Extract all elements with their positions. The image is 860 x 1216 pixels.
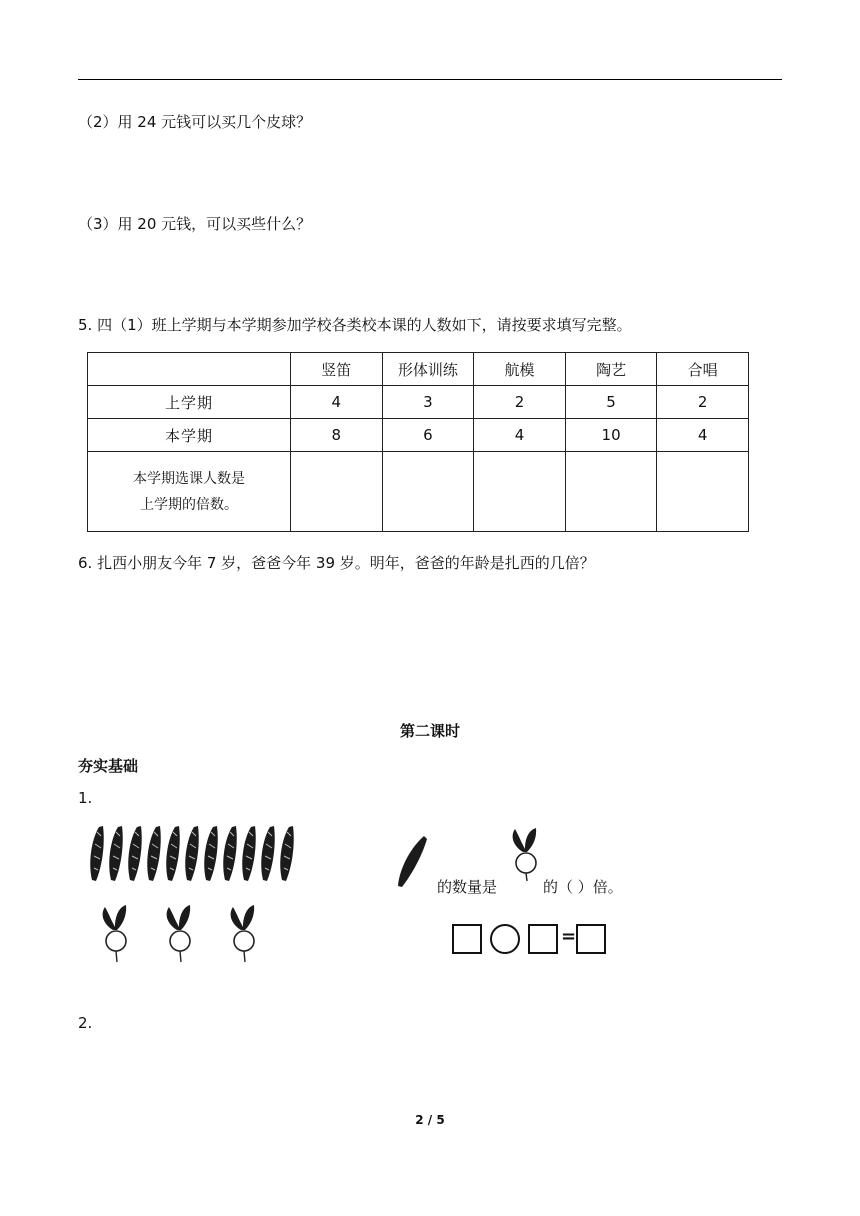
comparison-text: 的数量是 — [437, 878, 498, 896]
ratio-label-line-1: 本学期选课人数是 — [133, 470, 245, 487]
equation-box[interactable] — [452, 924, 482, 954]
question-4-part-2: （2）用 24 元钱可以买几个皮球？ — [78, 113, 312, 131]
row-label: 本学期 — [88, 419, 291, 452]
radish-icon — [504, 826, 544, 882]
table-row — [88, 386, 749, 419]
table-cell: 2 — [474, 386, 566, 419]
question-6: 6. 扎西小朋友今年 7 岁，爸爸今年 39 岁。明年，爸爸的年龄是扎西的几倍？ — [78, 554, 595, 572]
table-row — [88, 419, 749, 452]
table-cell: 10 — [565, 419, 657, 452]
equals-sign: = — [561, 926, 577, 947]
subsection-title: 夯实基础 — [78, 757, 139, 775]
item-1-number: 1. — [78, 789, 93, 807]
ratio-label-line-2: 上学期的倍数。 — [140, 496, 238, 513]
table-cell: 2 — [657, 386, 749, 419]
table-cell: 4 — [291, 386, 383, 419]
item-2-number: 2. — [78, 1014, 93, 1032]
table-header-cell: 陶艺 — [565, 353, 657, 386]
table-header-cell: 航模 — [474, 353, 566, 386]
answer-cell[interactable] — [657, 452, 749, 532]
table-cell: 8 — [291, 419, 383, 452]
page-number: 2 / 5 — [415, 1113, 445, 1127]
equation-box[interactable] — [576, 924, 606, 954]
answer-cell[interactable] — [565, 452, 657, 532]
question-5: 5. 四（1）班上学期与本学期参加学校各类校本课的人数如下，请按要求填写完整。 — [78, 316, 632, 334]
table-row — [88, 452, 749, 532]
equation-box[interactable] — [528, 924, 558, 954]
radish-row-image — [96, 902, 266, 966]
table-cell: 5 — [565, 386, 657, 419]
table-header-cell: 竖笛 — [291, 353, 383, 386]
header-rule — [78, 79, 782, 80]
operator-circle[interactable] — [490, 924, 520, 954]
table-header-cell: 合唱 — [657, 353, 749, 386]
answer-cell[interactable] — [382, 452, 474, 532]
table-cell: 4 — [474, 419, 566, 452]
carrot-icon — [396, 834, 428, 888]
answer-cell[interactable] — [474, 452, 566, 532]
table-cell: 4 — [657, 419, 749, 452]
section-title: 第二课时 — [399, 722, 460, 740]
answer-cell[interactable] — [291, 452, 383, 532]
table-header-cell: 形体训练 — [382, 353, 474, 386]
carrot-row-image — [88, 824, 306, 884]
table-cell: 3 — [382, 386, 474, 419]
table-cell: 6 — [382, 419, 474, 452]
table-header-cell — [88, 353, 291, 386]
table-header-row — [88, 353, 749, 386]
ratio-row-label — [88, 452, 291, 532]
question-4-part-3: （3）用 20 元钱，可以买些什么？ — [78, 215, 312, 233]
row-label: 上学期 — [88, 386, 291, 419]
times-blank-text: 的（ ）倍。 — [543, 878, 623, 896]
class-statistics-table — [87, 352, 749, 532]
